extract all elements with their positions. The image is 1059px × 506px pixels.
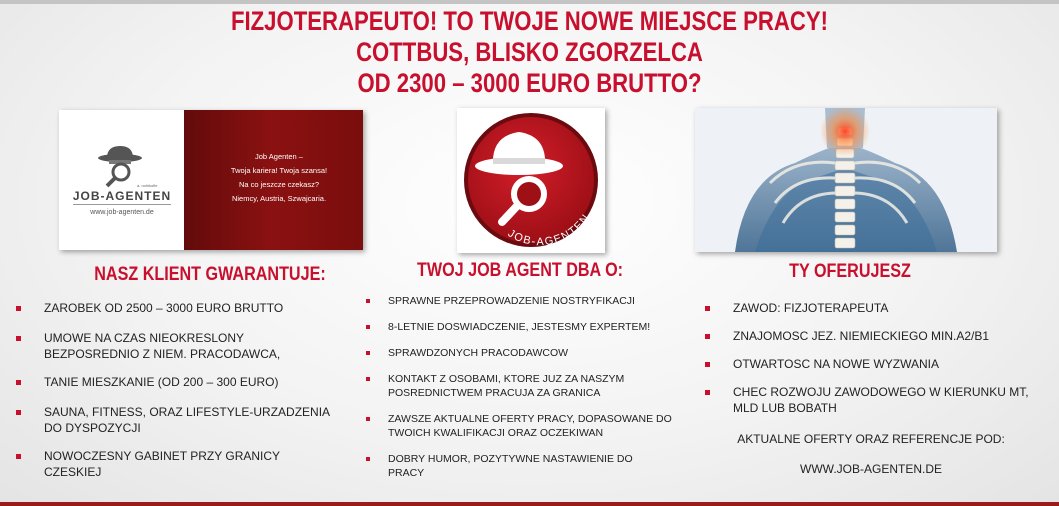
spine-image	[695, 108, 997, 252]
business-card-tagline	[209, 150, 349, 206]
bullet-icon	[705, 362, 710, 367]
business-card-brand: JOB-AGENTEN	[72, 189, 172, 203]
round-logo-text: JOB-AGENTEN	[505, 211, 593, 249]
list-item: SPRAWNE PRZEPROWADZENIE NOSTRYFIKACJI	[388, 294, 688, 308]
list-item: CHEC ROZWOJU ZAWODOWEGO W KIERUNKU MT, MLD LUB BOBATH	[733, 384, 1033, 416]
bullet-icon	[16, 380, 21, 385]
business-card-divider	[73, 204, 171, 205]
job-agenten-logo-card	[457, 108, 605, 253]
top-border	[0, 0, 1059, 4]
headline	[95, 6, 963, 99]
right-column-title: TY OFERUJESZ	[789, 261, 911, 282]
list-item: UMOWE NA CZAS NIEOKRESLONY BEZPOSREDNIO Z NIEM. PRACODAWCA,	[44, 330, 334, 362]
list-item: ZAWOD: FIZJOTERAPEUTA	[733, 300, 1033, 316]
list-item: ZAROBEK OD 2500 – 3000 EURO BRUTTO	[44, 300, 334, 316]
business-card-image	[59, 110, 363, 250]
list-item: OTWARTOSC NA NOWE WYZWANIA	[733, 356, 1033, 372]
list-item: DOBRY HUMOR, POZYTYWNE NASTAWIENIE DO PRACY	[388, 452, 658, 480]
spine-illustration-icon	[695, 108, 997, 252]
bullet-icon	[366, 325, 370, 329]
headline-line-1: FIZJOTERAPEUTO! TO TWOJE NOWE MIEJSCE PRACY!	[230, 6, 829, 36]
tagline-line: Na co jeszcze czekasz?	[238, 180, 320, 189]
bottom-border	[0, 502, 1059, 506]
agent-logo-icon	[95, 144, 145, 188]
bullet-icon	[16, 336, 21, 341]
list-item: ZAWSZE AKTUALNE OFERTY PRACY, DOPASOWANE DO TWOICH KWALIFIKACJI ORAZ OCZEKIWAN	[388, 412, 678, 440]
left-column-list	[44, 300, 334, 480]
left-column-title: NASZ KLIENT GWARANTUJE:	[94, 264, 326, 285]
job-agenten-round-logo-icon	[457, 108, 605, 253]
tagline-line: Job Agenten –	[255, 152, 303, 161]
bullet-icon	[705, 306, 710, 311]
right-column-list	[733, 300, 1033, 416]
tagline-line: Twoja kariera! Twoja szansa!	[230, 166, 328, 175]
bullet-icon	[705, 334, 710, 339]
list-item: SAUNA, FITNESS, ORAZ LIFESTYLE-URZADZENIA DO DYSPOZYCJI	[44, 404, 334, 436]
list-item: NOWOCZESNY GABINET PRZY GRANICY CZESKIEJ	[44, 448, 334, 480]
bullet-icon	[16, 306, 21, 311]
headline-line-2: COTTBUS, BLISKO ZGORZELCA	[356, 37, 703, 67]
bullet-icon	[366, 417, 370, 421]
list-item: KONTAKT Z OSOBAMI, KTORE JUZ ZA NASZYM POSREDNICTWEM PRACUJA ZA GRANICA	[388, 372, 658, 400]
bullet-icon	[705, 390, 710, 395]
bullet-icon	[366, 299, 370, 303]
list-item: SPRAWDZONYCH PRACODAWCOW	[388, 346, 688, 360]
bullet-icon	[16, 454, 21, 459]
list-item: 8-LETNIE DOSWIADCZENIE, JESTESMY EXPERTEM!	[388, 320, 688, 334]
middle-column-title: TWOJ JOB AGENT DBA O:	[416, 260, 624, 281]
middle-column-list	[388, 294, 688, 480]
list-item: TANIE MIESZKANIE (OD 200 – 300 EURO)	[44, 374, 334, 390]
list-item: ZNAJOMOSC JEZ. NIEMIECKIEGO MIN.A2/B1	[733, 328, 1033, 344]
bullet-icon	[16, 410, 21, 415]
headline-line-3: OD 2300 – 3000 EURO BRUTTO?	[357, 68, 702, 98]
business-card-small-text: a. nohikofle	[137, 183, 158, 188]
business-card-url: www.job-agenten.de	[90, 209, 154, 216]
bullet-icon	[366, 457, 370, 461]
bullet-icon	[366, 377, 370, 381]
references-label: AKTUALNE OFERTY ORAZ REFERENCJE POD:	[737, 432, 1005, 446]
bullet-icon	[366, 351, 370, 355]
website-link[interactable]: WWW.JOB-AGENTEN.DE	[800, 462, 942, 476]
tagline-line: Niemcy, Austria, Szwajcaria.	[231, 194, 327, 203]
